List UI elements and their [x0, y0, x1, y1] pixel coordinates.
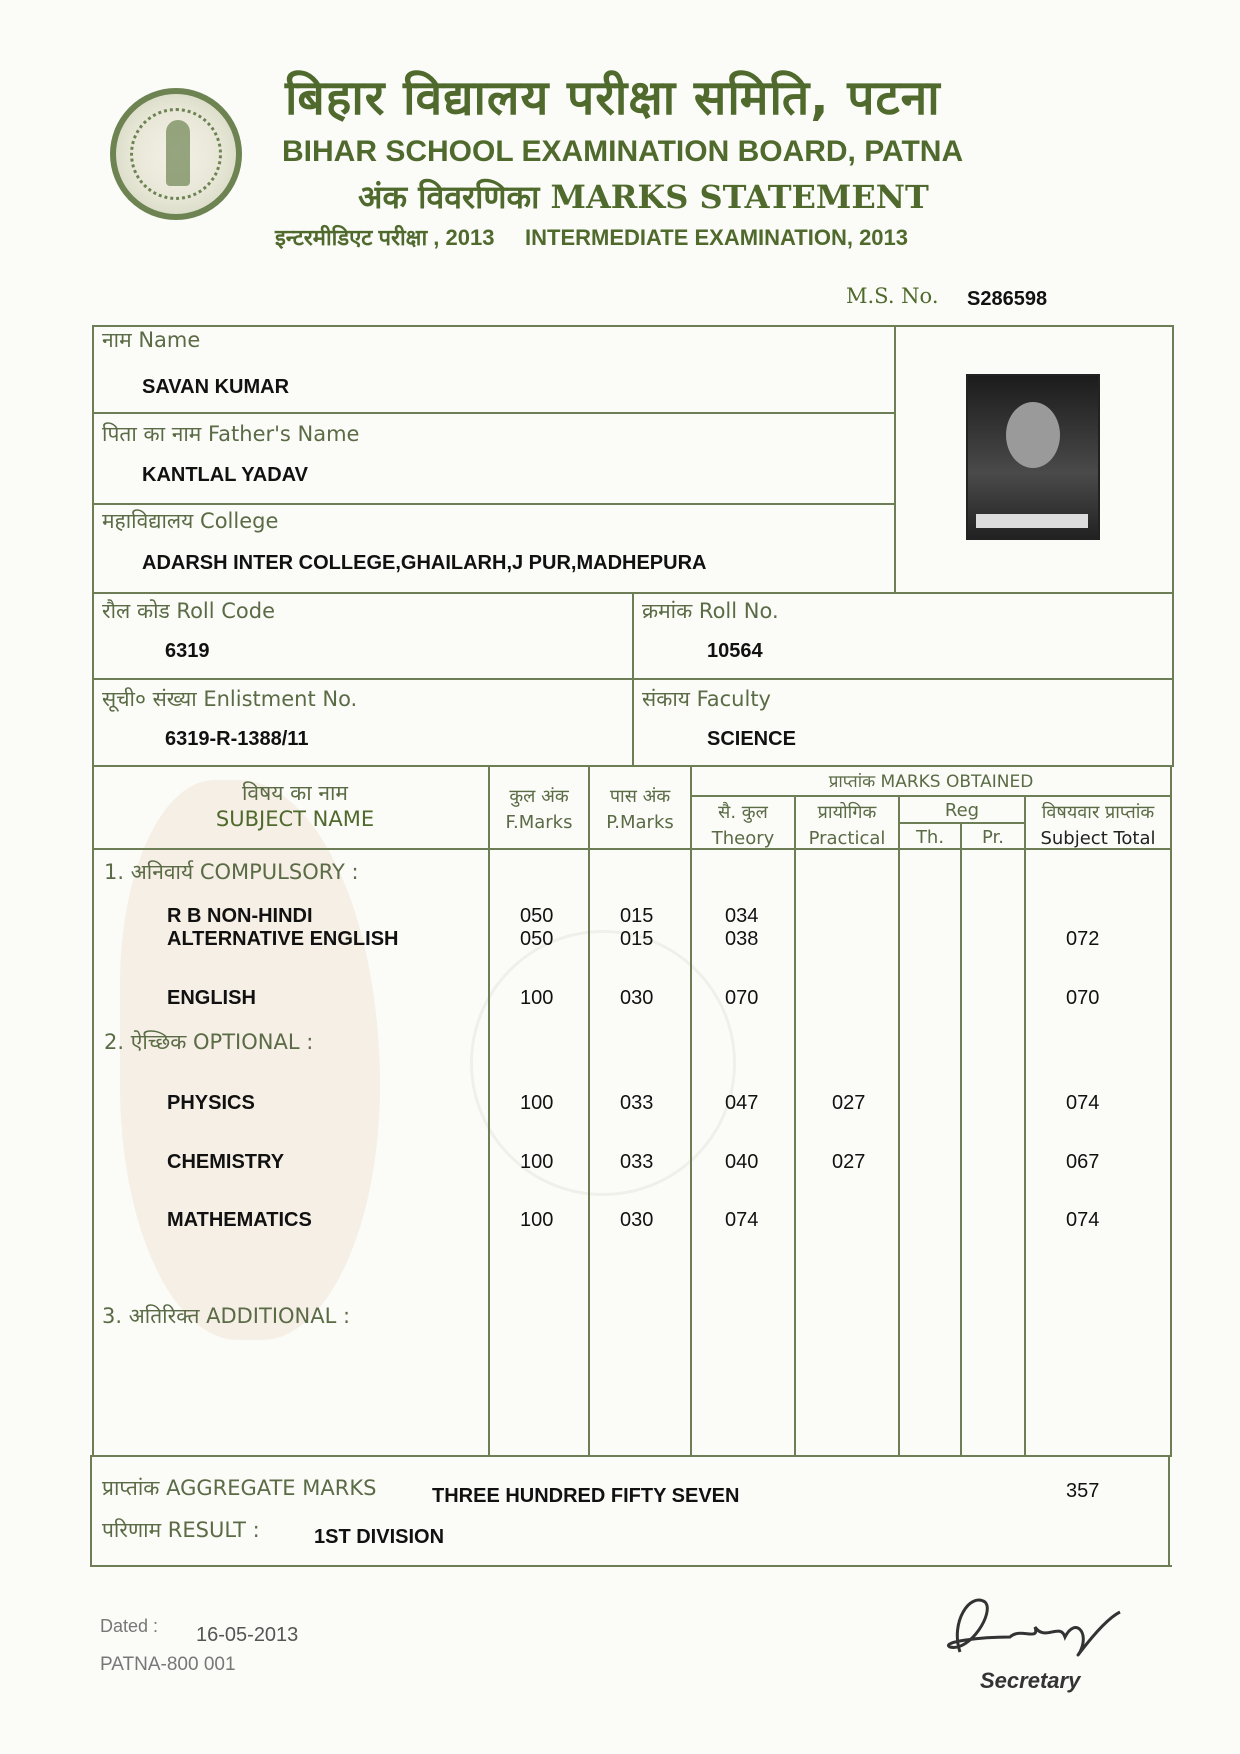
fmarks-header-hindi: कुल अंक: [509, 786, 569, 807]
subject-total: 074: [1066, 1092, 1100, 1114]
college-name: ADARSH INTER COLLEGE,GHAILARH,J PUR,MADHEPURA: [142, 552, 707, 574]
faculty-label: संकाय Faculty: [642, 687, 771, 711]
practical-marks: 027: [832, 1092, 866, 1114]
result-label: परिणाम RESULT :: [102, 1518, 260, 1542]
section-additional: 3. अतिरिक्त ADDITIONAL :: [102, 1304, 351, 1328]
full-marks: 050: [520, 905, 554, 927]
date-value: 16-05-2013: [196, 1624, 299, 1646]
college-label: महाविद्यालय College: [102, 509, 279, 533]
subject-name: MATHEMATICS: [167, 1209, 312, 1231]
background-seal-watermark: [470, 930, 736, 1196]
aggregate-label: प्राप्तांक AGGREGATE MARKS: [102, 1476, 377, 1500]
pass-marks: 030: [620, 987, 654, 1009]
pass-marks: 033: [620, 1092, 654, 1114]
fmarks-header: [490, 784, 588, 836]
subject-name: ALTERNATIVE ENGLISH: [167, 928, 399, 950]
full-marks: 050: [520, 928, 554, 950]
theory-marks: 038: [725, 928, 759, 950]
roll-code-label: रौल कोड Roll Code: [102, 599, 276, 623]
subject-header-english: SUBJECT NAME: [215, 807, 375, 831]
theory-header-english: Theory: [711, 828, 775, 849]
student-photo: [966, 374, 1100, 540]
pmarks-header-english: P.Marks: [606, 812, 674, 833]
subject-total: 067: [1066, 1151, 1100, 1173]
board-seal-logo: [110, 88, 242, 220]
practical-header-hindi: प्रायोगिक: [817, 802, 877, 823]
roll-code-value: 6319: [165, 640, 210, 662]
subject-total: 070: [1066, 987, 1100, 1009]
fmarks-header-english: F.Marks: [505, 812, 573, 833]
section-compulsory: 1. अनिवार्य COMPULSORY :: [104, 860, 359, 884]
subject-name: PHYSICS: [167, 1092, 255, 1114]
board-title-english: BIHAR SCHOOL EXAMINATION BOARD, PATNA: [282, 135, 964, 168]
theory-marks: 047: [725, 1092, 759, 1114]
theory-marks: 040: [725, 1151, 759, 1173]
enlistment-value: 6319-R-1388/11: [165, 728, 309, 750]
practical-marks: 027: [832, 1151, 866, 1173]
full-marks: 100: [520, 1209, 554, 1231]
ms-no-value: S286598: [967, 288, 1048, 310]
full-marks: 100: [520, 1092, 554, 1114]
ms-no-label: M.S. No.: [846, 284, 939, 308]
marks-obtained-header: प्राप्तांक MARKS OBTAINED: [828, 772, 1034, 792]
secretary-signature: [930, 1582, 1150, 1672]
subject-total: 074: [1066, 1209, 1100, 1231]
pass-marks: 030: [620, 1209, 654, 1231]
exam-title-hindi: इन्टरमीडिएट परीक्षा , 2013: [275, 225, 495, 250]
subject-name: ENGLISH: [167, 987, 256, 1009]
subject-header-hindi: विषय का नाम: [241, 781, 348, 805]
enlistment-label: सूची० संख्या Enlistment No.: [102, 687, 358, 711]
pass-marks: 015: [620, 928, 654, 950]
subject-total: 072: [1066, 928, 1100, 950]
roll-no-label: क्रमांक Roll No.: [642, 599, 779, 623]
full-marks: 100: [520, 987, 554, 1009]
aggregate-words: THREE HUNDRED FIFTY SEVEN: [432, 1485, 740, 1507]
subject-name: R B NON-HINDI: [167, 905, 313, 927]
reg-pr-header: Pr.: [981, 827, 1004, 848]
pmarks-header: [590, 784, 690, 836]
signature-title: Secretary: [980, 1668, 1081, 1693]
theory-marks: 034: [725, 905, 759, 927]
father-name-label: पिता का नाम Father's Name: [102, 422, 360, 446]
reg-header: Reg: [944, 800, 980, 821]
reg-th-header: Th.: [915, 827, 945, 848]
theory-marks: 074: [725, 1209, 759, 1231]
name-label: नाम Name: [102, 328, 201, 352]
address: PATNA-800 001: [100, 1654, 236, 1675]
full-marks: 100: [520, 1151, 554, 1173]
student-name: SAVAN KUMAR: [142, 376, 290, 398]
subject-header: [190, 780, 400, 832]
pass-marks: 015: [620, 905, 654, 927]
theory-marks: 070: [725, 987, 759, 1009]
exam-title: [275, 222, 908, 252]
theory-header: [692, 800, 794, 852]
practical-header-english: Practical: [808, 828, 886, 849]
subject-total-header: [1026, 800, 1170, 852]
practical-header: [796, 800, 898, 852]
section-optional: 2. ऐच्छिक OPTIONAL :: [104, 1030, 314, 1054]
roll-no-value: 10564: [707, 640, 763, 662]
board-title-hindi: बिहार विद्यालय परीक्षा समिति, पटना: [285, 70, 941, 126]
result-value: 1ST DIVISION: [314, 1526, 445, 1548]
subject-name: CHEMISTRY: [167, 1151, 285, 1173]
theory-header-hindi: सै. कुल: [718, 802, 768, 823]
exam-title-english: INTERMEDIATE EXAMINATION, 2013: [525, 225, 909, 250]
aggregate-value: 357: [1066, 1480, 1100, 1502]
father-name: KANTLAL YADAV: [142, 464, 308, 486]
pass-marks: 033: [620, 1151, 654, 1173]
pmarks-header-hindi: पास अंक: [609, 786, 671, 807]
faculty-value: SCIENCE: [707, 728, 796, 750]
dated-label: Dated :: [100, 1616, 159, 1636]
subject-total-header-english: Subject Total: [1040, 828, 1156, 849]
statement-title: अंक विवरणिका MARKS STATEMENT: [358, 178, 929, 216]
subject-total-header-hindi: विषयवार प्राप्तांक: [1041, 802, 1155, 823]
